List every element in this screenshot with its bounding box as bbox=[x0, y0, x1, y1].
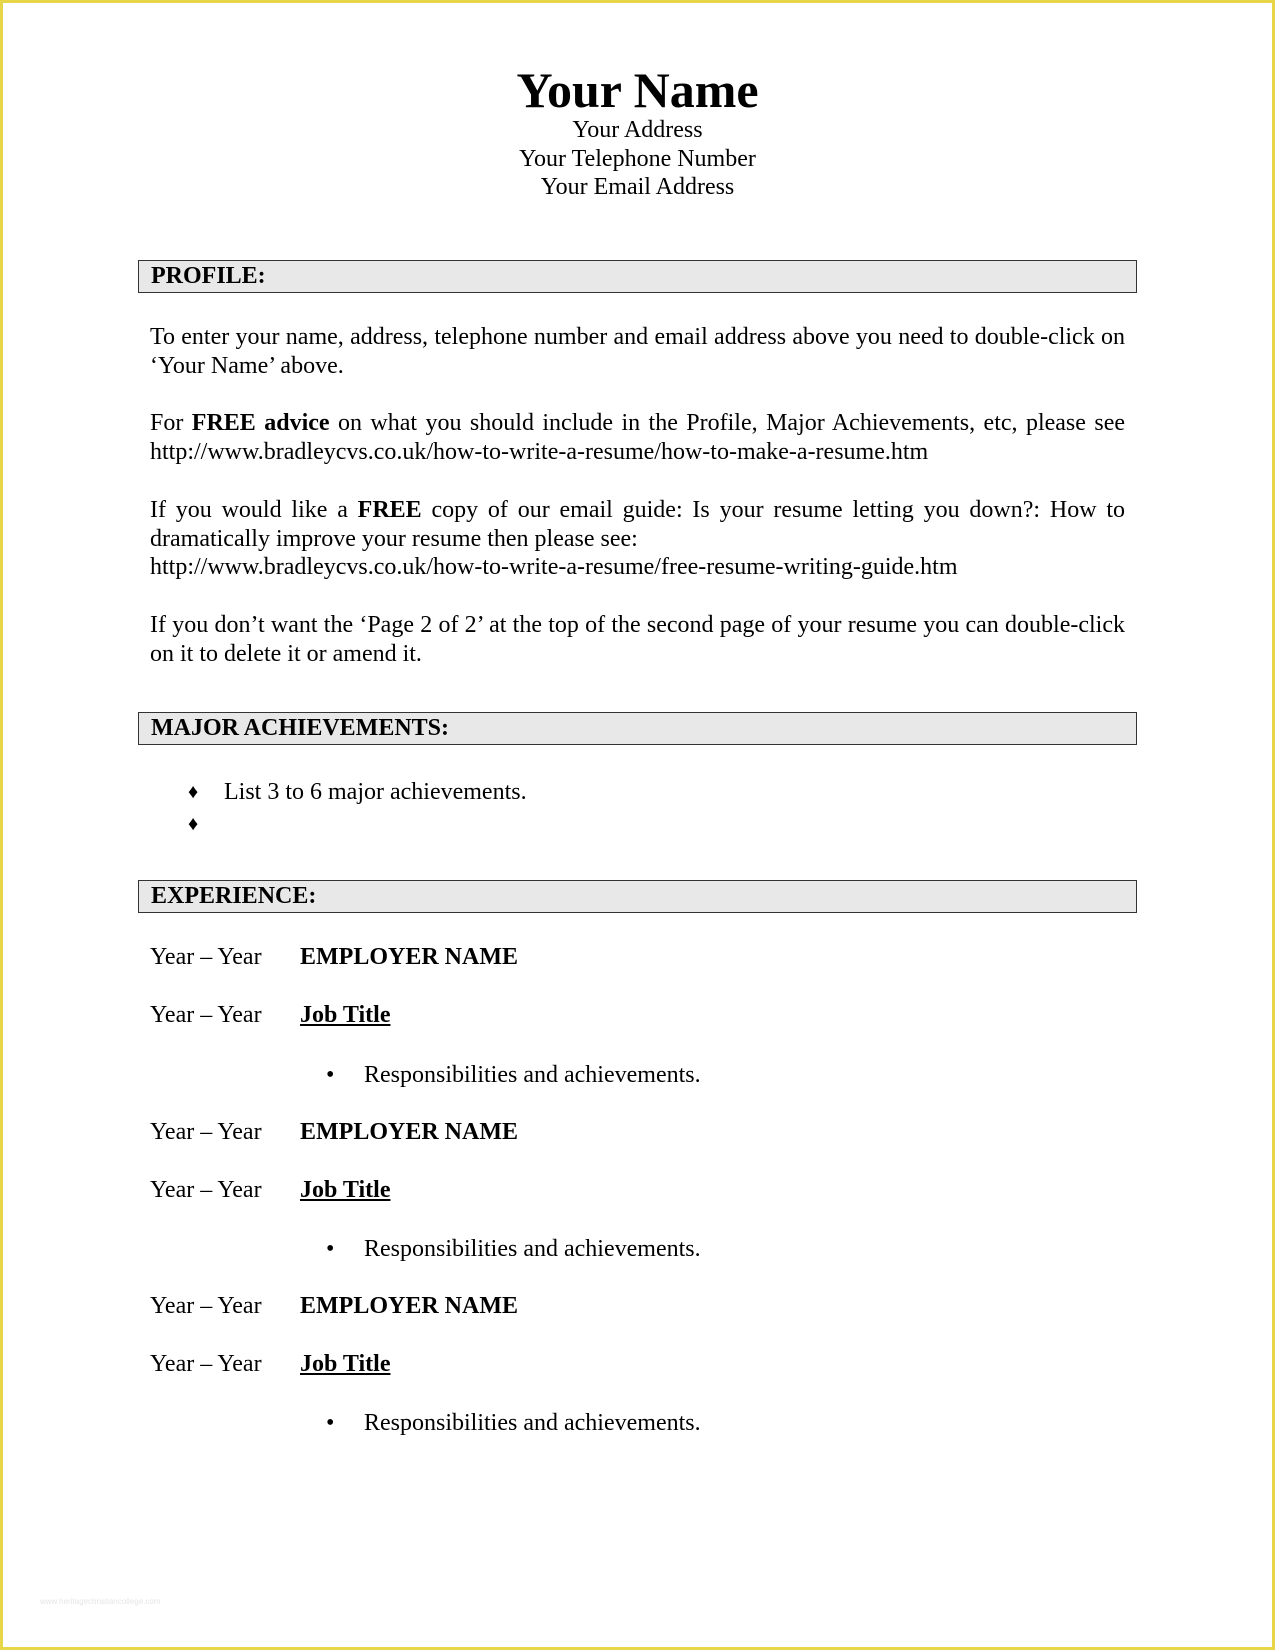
p3-bold: FREE bbox=[357, 497, 422, 523]
resume-name: Your Name bbox=[516, 62, 759, 118]
responsibility-item: Responsibilities and achievements. bbox=[364, 1410, 701, 1436]
address-line: Your Address bbox=[572, 117, 703, 143]
p3-pre: If you would like a bbox=[150, 497, 358, 523]
responsibility-item: Responsibilities and achievements. bbox=[364, 1062, 701, 1088]
profile-paragraph-3 bbox=[150, 496, 1125, 582]
watermark: www.heritagechristiancollege.com bbox=[40, 1597, 161, 1606]
diamond-bullet-2: ♦ bbox=[188, 813, 199, 835]
achievement-item-1: List 3 to 6 major achievements. bbox=[224, 779, 527, 805]
p3-post: copy of our email guide: Is your resume letting you down?: How to dramatically improve your resume then please see: bbox=[150, 497, 1126, 552]
job-title: Job Title bbox=[300, 1002, 391, 1028]
guide-link[interactable]: http://www.bradleycvs.co.uk/how-to-write-a-resume/free-resume-writing-guide.htm bbox=[150, 554, 958, 580]
bullet-dot: • bbox=[326, 1410, 335, 1436]
job-title: Job Title bbox=[300, 1177, 391, 1203]
profile-paragraph-2 bbox=[150, 409, 1125, 466]
employer-years: Year – Year bbox=[150, 944, 262, 970]
bullet-dot: • bbox=[326, 1236, 335, 1262]
job-years: Year – Year bbox=[150, 1002, 262, 1028]
job-title: Job Title bbox=[300, 1351, 391, 1377]
diamond-bullet-1: ♦ bbox=[188, 781, 199, 803]
job-years: Year – Year bbox=[150, 1177, 262, 1203]
employer-name: EMPLOYER NAME bbox=[300, 944, 518, 970]
employer-name: EMPLOYER NAME bbox=[300, 1119, 518, 1145]
p2-pre: For bbox=[150, 410, 192, 436]
bullet-dot: • bbox=[326, 1062, 335, 1088]
achievements-heading: MAJOR ACHIEVEMENTS: bbox=[138, 712, 1137, 745]
experience-heading: EXPERIENCE: bbox=[138, 880, 1137, 913]
profile-heading: PROFILE: bbox=[138, 260, 1137, 293]
responsibility-item: Responsibilities and achievements. bbox=[364, 1236, 701, 1262]
email-line: Your Email Address bbox=[540, 174, 735, 200]
employer-name: EMPLOYER NAME bbox=[300, 1293, 518, 1319]
profile-paragraph-1: To enter your name, address, telephone number and email address above you need to double-click on ‘Your Name’ above. bbox=[150, 324, 1125, 379]
contact-block bbox=[0, 116, 1275, 202]
telephone-line: Your Telephone Number bbox=[519, 145, 756, 172]
profile-paragraph-4: If you don’t want the ‘Page 2 of 2’ at the top of the second page of your resume you can double-click on it to delete it or amend it. bbox=[150, 612, 1125, 667]
employer-years: Year – Year bbox=[150, 1119, 262, 1145]
p2-bold: FREE advice bbox=[191, 410, 330, 436]
employer-years: Year – Year bbox=[150, 1293, 262, 1319]
p2-post: on what you should include in the Profile, Major Achievements, etc, please see http://www.bradleycvs.co.uk/how-to-write-a-resume/how-to-make-a-resume.htm bbox=[150, 410, 1125, 465]
job-years: Year – Year bbox=[150, 1351, 262, 1377]
